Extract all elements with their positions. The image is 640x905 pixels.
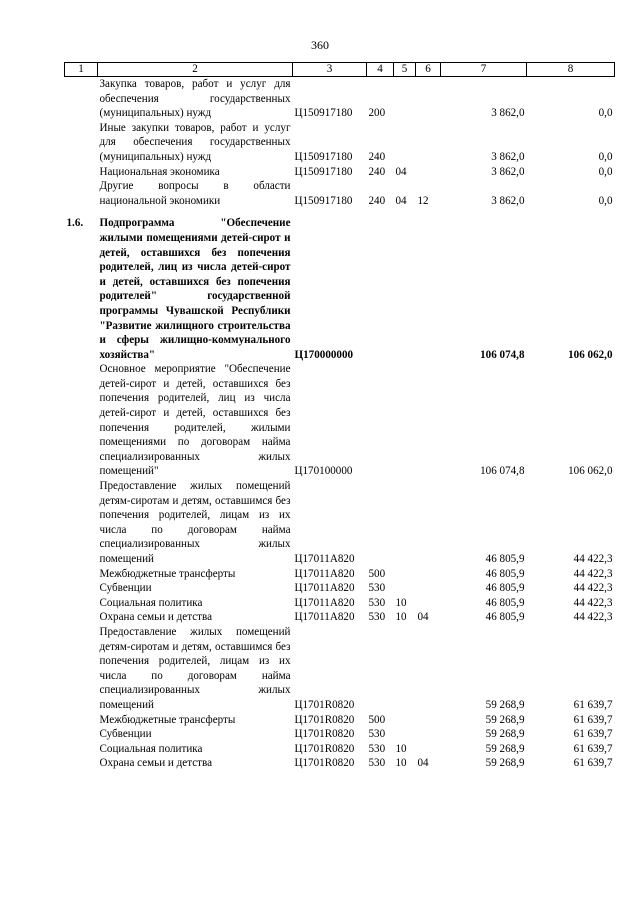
row-spacer <box>65 208 615 216</box>
row-expense-type: 530 <box>368 611 386 624</box>
row-target-code: Ц1701R0820 <box>294 728 355 741</box>
row-section <box>394 581 416 596</box>
row-expense-type <box>367 479 394 567</box>
row-name: Субвенции <box>99 582 152 595</box>
row-amount-year-2: 44 422,3 <box>573 611 613 624</box>
row-subsection <box>416 596 441 611</box>
table-body <box>65 77 615 771</box>
row-subsection: 04 <box>417 757 429 770</box>
row-amount-year-2: 106 062,0 <box>568 348 613 361</box>
row-name: Предоставление жилых помещений детям-сиротам и детям, оставшимся без попечения родителей, лицам из их числа по договорам найма специализированных жилых помещений <box>99 480 291 565</box>
row-amount-year-1: 59 268,9 <box>485 742 525 755</box>
row-expense-type: 500 <box>368 567 386 580</box>
table-header-row <box>65 63 615 77</box>
table-row <box>65 362 615 479</box>
row-name: Национальная экономика <box>99 165 220 178</box>
row-expense-type <box>367 216 394 362</box>
row-amount-year-1: 59 268,9 <box>485 698 525 711</box>
row-expense-type: 530 <box>368 742 386 755</box>
row-target-code: Ц17011А820 <box>294 611 355 624</box>
row-target-code: Ц1701R0820 <box>294 742 355 755</box>
row-amount-year-1: 59 268,9 <box>485 757 525 770</box>
row-spacer-cell <box>65 208 615 216</box>
row-section <box>394 727 416 742</box>
table-row <box>65 216 615 362</box>
row-amount-year-1: 59 268,9 <box>485 713 525 726</box>
table-row <box>65 727 615 742</box>
row-subsection <box>416 77 441 121</box>
row-target-code: Ц150917180 <box>294 165 353 178</box>
row-subsection <box>416 713 441 728</box>
row-expense-type <box>367 362 394 479</box>
row-expense-type: 530 <box>368 596 386 609</box>
row-name: Межбюджетные трансферты <box>99 567 236 580</box>
table-row <box>65 596 615 611</box>
row-name: Иные закупки товаров, работ и услуг для обеспечения государственных (муниципальных) нужд <box>99 121 291 163</box>
row-amount-year-2: 44 422,3 <box>573 596 613 609</box>
row-subsection <box>416 362 441 479</box>
row-number <box>65 727 98 742</box>
row-amount-year-2: 44 422,3 <box>573 553 613 565</box>
row-number <box>65 713 98 728</box>
row-subsection <box>416 121 441 165</box>
row-subsection: 12 <box>417 194 429 207</box>
row-name: Охрана семьи и детства <box>99 757 212 770</box>
table-row <box>65 581 615 596</box>
row-section <box>394 121 416 165</box>
budget-table <box>64 62 615 771</box>
row-name: Охрана семьи и детства <box>99 611 212 624</box>
row-section: 04 <box>395 165 407 178</box>
row-subsection <box>416 567 441 582</box>
row-section <box>394 479 416 567</box>
row-amount-year-2: 61 639,7 <box>573 698 613 711</box>
row-number <box>65 596 98 611</box>
row-amount-year-2: 44 422,3 <box>573 567 613 580</box>
row-expense-type <box>367 625 394 713</box>
row-number <box>65 625 98 713</box>
row-subsection <box>416 727 441 742</box>
row-section <box>394 362 416 479</box>
table-row <box>65 756 615 771</box>
table-row <box>65 625 615 713</box>
table-row <box>65 742 615 757</box>
row-amount-year-1: 106 074,8 <box>480 465 525 478</box>
table-row <box>65 77 615 121</box>
table-row <box>65 179 615 208</box>
row-target-code: Ц150917180 <box>294 150 353 163</box>
row-target-code: Ц1701R0820 <box>294 698 355 711</box>
row-name: Закупка товаров, работ и услуг для обеспечения государственных (муниципальных) нужд <box>99 78 291 120</box>
row-amount-year-1: 106 074,8 <box>480 348 525 361</box>
row-target-code: Ц17011А820 <box>294 596 355 609</box>
row-name: Социальная политика <box>99 596 203 609</box>
row-amount-year-2: 0,0 <box>598 165 613 178</box>
header-col-4: 4 <box>367 63 394 77</box>
row-expense-type: 530 <box>368 582 386 595</box>
row-amount-year-1: 3 862,0 <box>491 150 525 163</box>
header-col-2: 2 <box>98 63 293 77</box>
row-section: 10 <box>395 596 407 609</box>
row-section: 10 <box>395 742 407 755</box>
row-target-code: Ц150917180 <box>294 194 353 207</box>
row-section: 10 <box>395 611 407 624</box>
row-amount-year-1: 46 805,9 <box>485 567 525 580</box>
row-number: 1.6. <box>66 217 84 230</box>
row-expense-type: 240 <box>368 150 386 163</box>
table-row <box>65 567 615 582</box>
row-amount-year-1: 3 862,0 <box>491 165 525 178</box>
row-number <box>65 77 98 121</box>
row-subsection: 04 <box>417 611 429 624</box>
row-amount-year-2: 44 422,3 <box>573 582 613 595</box>
row-name: Социальная политика <box>99 742 203 755</box>
row-amount-year-1: 46 805,9 <box>485 596 525 609</box>
row-expense-type: 500 <box>368 713 386 726</box>
row-name: Подпрограмма "Обеспечение жилыми помещениями детей-сирот и детей, оставшихся без попечения родителей, лиц из числа детей-сирот и детей, оставшихся без попечения родителей" государственной программы Чувашской Республики "Развитие жилищного строительства и сферы жилищно-коммунального хозяйства" <box>99 217 291 361</box>
row-expense-type: 530 <box>368 757 386 770</box>
row-amount-year-1: 3 862,0 <box>491 194 525 207</box>
page-number: 360 <box>311 38 329 52</box>
row-amount-year-2: 61 639,7 <box>573 757 613 770</box>
row-name: Другие вопросы в области национальной экономики <box>99 180 291 207</box>
row-number <box>65 581 98 596</box>
row-target-code: Ц17011А820 <box>294 553 355 565</box>
row-amount-year-1: 46 805,9 <box>485 582 525 595</box>
row-subsection <box>416 165 441 180</box>
row-expense-type: 240 <box>368 165 386 178</box>
row-amount-year-1: 46 805,9 <box>485 553 525 565</box>
row-number <box>65 567 98 582</box>
row-target-code: Ц170100000 <box>294 465 353 478</box>
row-amount-year-2: 61 639,7 <box>573 742 613 755</box>
row-expense-type: 200 <box>368 107 386 120</box>
header-col-7: 7 <box>441 63 527 77</box>
table-row <box>65 121 615 165</box>
row-section <box>394 216 416 362</box>
table-row <box>65 479 615 567</box>
row-section <box>394 625 416 713</box>
row-name: Предоставление жилых помещений детям-сиротам и детям, оставшимся без попечения родителей, лицам из их числа по договорам найма специализированных жилых помещений <box>99 625 291 711</box>
row-amount-year-1: 46 805,9 <box>485 611 525 624</box>
row-name: Межбюджетные трансферты <box>99 713 236 726</box>
table-row <box>65 165 615 180</box>
row-amount-year-2: 61 639,7 <box>573 728 613 741</box>
row-subsection <box>416 479 441 567</box>
row-amount-year-1: 59 268,9 <box>485 728 525 741</box>
header-col-5: 5 <box>394 63 416 77</box>
row-target-code: Ц17011А820 <box>294 582 355 595</box>
row-target-code: Ц150917180 <box>294 107 353 120</box>
header-col-3: 3 <box>293 63 367 77</box>
row-number <box>65 742 98 757</box>
row-amount-year-2: 0,0 <box>598 194 613 207</box>
row-section: 04 <box>395 194 407 207</box>
row-name: Субвенции <box>99 728 152 741</box>
row-subsection <box>416 742 441 757</box>
row-amount-year-1: 3 862,0 <box>491 107 525 120</box>
row-expense-type: 240 <box>368 194 386 207</box>
header-col-8: 8 <box>527 63 615 77</box>
row-expense-type: 530 <box>368 728 386 741</box>
row-name: Основное мероприятие "Обеспечение детей-сирот и детей, оставшихся без попечения родителей, лиц из числа детей-сирот и детей, оставшихся без попечения родителей, жилыми помещениями по договорам найма специализированных жилых помещений" <box>99 363 291 478</box>
row-section <box>394 77 416 121</box>
row-number <box>65 479 98 567</box>
row-amount-year-2: 0,0 <box>598 107 613 120</box>
row-amount-year-2: 106 062,0 <box>568 465 613 478</box>
row-section <box>394 567 416 582</box>
table-row <box>65 713 615 728</box>
row-amount-year-2: 61 639,7 <box>573 713 613 726</box>
row-subsection <box>416 625 441 713</box>
row-target-code: Ц1701R0820 <box>294 757 355 770</box>
row-amount-year-2: 0,0 <box>598 150 613 163</box>
row-number <box>65 165 98 180</box>
row-subsection <box>416 581 441 596</box>
row-number <box>65 610 98 625</box>
row-target-code: Ц17011А820 <box>294 567 355 580</box>
row-subsection <box>416 216 441 362</box>
row-number <box>65 121 98 165</box>
table-row <box>65 610 615 625</box>
row-number <box>65 756 98 771</box>
header-col-1: 1 <box>65 63 98 77</box>
row-target-code: Ц170000000 <box>294 348 354 361</box>
row-target-code: Ц1701R0820 <box>294 713 355 726</box>
row-section: 10 <box>395 757 407 770</box>
row-section <box>394 713 416 728</box>
header-col-6: 6 <box>416 63 441 77</box>
row-number <box>65 179 98 208</box>
row-number <box>65 362 98 479</box>
